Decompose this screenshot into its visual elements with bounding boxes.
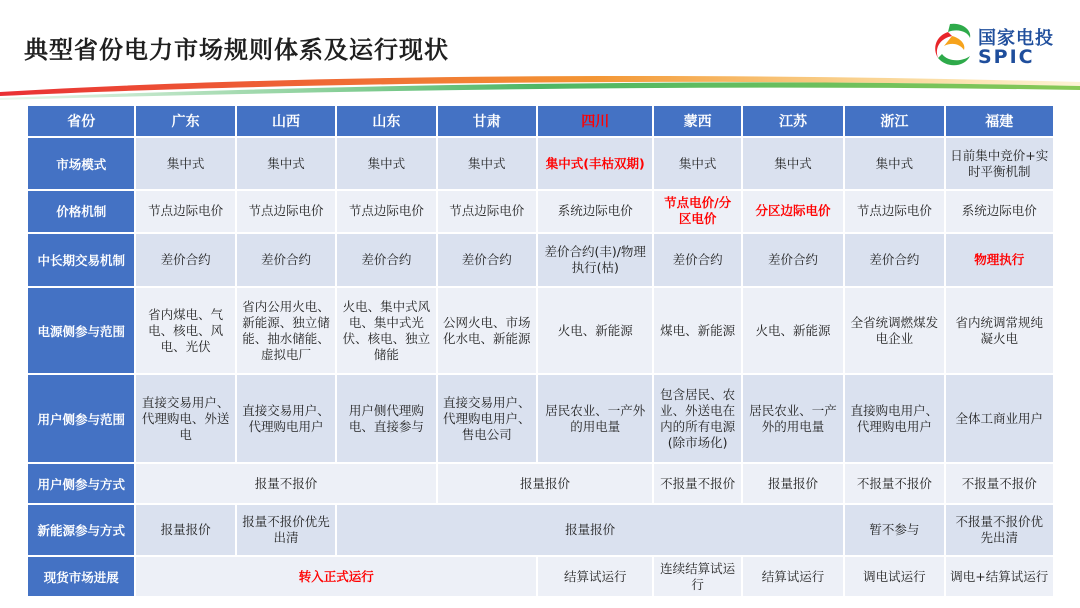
table-cell-highlight: 集中式(丰枯双期) <box>538 138 652 189</box>
page-title: 典型省份电力市场规则体系及运行现状 <box>24 36 449 64</box>
table-cell: 差价合约 <box>845 234 943 287</box>
header-shanxi: 山西 <box>237 106 335 136</box>
row-label-price-mechanism: 价格机制 <box>28 191 134 232</box>
table-cell: 连续结算试运行 <box>654 557 740 596</box>
table-cell: 差价合约 <box>337 234 435 287</box>
market-rules-table <box>26 104 1055 598</box>
table-cell: 差价合约 <box>438 234 536 287</box>
table-cell-highlight: 物理执行 <box>946 234 1053 287</box>
table-cell-highlight: 节点电价/分区电价 <box>654 191 740 232</box>
table-cell: 火电、新能源 <box>538 288 652 373</box>
table-cell: 直接交易用户、代理购电、外送电 <box>136 375 234 462</box>
row-label-generation-scope: 电源侧参与范围 <box>28 288 134 373</box>
table-cell: 火电、新能源 <box>743 288 843 373</box>
table-cell: 全省统调燃煤发电企业 <box>845 288 943 373</box>
table-cell: 不报量不报价 <box>845 464 943 502</box>
table-cell: 直接交易用户、代理购电用户 <box>237 375 335 462</box>
table-cell: 集中式 <box>845 138 943 189</box>
table-cell: 日前集中竞价+实时平衡机制 <box>946 138 1053 189</box>
table-cell: 结算试运行 <box>538 557 652 596</box>
table-cell: 集中式 <box>654 138 740 189</box>
header-guangdong: 广东 <box>136 106 234 136</box>
table-cell: 直接购电用户、代理购电用户 <box>845 375 943 462</box>
table-cell: 差价合约(丰)/物理执行(枯) <box>538 234 652 287</box>
table-cell-merged: 报量不报价 <box>136 464 435 502</box>
table-cell: 系统边际电价 <box>538 191 652 232</box>
table-cell-merged: 报量报价 <box>337 505 843 556</box>
table-cell: 居民农业、一产外的用电量 <box>538 375 652 462</box>
table-cell: 省内公用火电、新能源、独立储能、抽水储能、虚拟电厂 <box>237 288 335 373</box>
table-cell: 集中式 <box>337 138 435 189</box>
header-gansu: 甘肃 <box>438 106 536 136</box>
table-cell: 火电、集中式风电、集中式光伏、核电、独立储能 <box>337 288 435 373</box>
table-cell: 不报量不报价 <box>654 464 740 502</box>
table-cell: 结算试运行 <box>743 557 843 596</box>
row-label-spot-progress: 现货市场进展 <box>28 557 134 596</box>
header-shandong: 山东 <box>337 106 435 136</box>
table-cell: 节点边际电价 <box>237 191 335 232</box>
table-cell-merged: 报量报价 <box>438 464 653 502</box>
spic-logo <box>928 20 1068 72</box>
table-cell: 居民农业、一产外的用电量 <box>743 375 843 462</box>
logo-chinese-text: 国家电投 <box>978 28 1054 49</box>
row-label-renewable-mode: 新能源参与方式 <box>28 505 134 556</box>
spic-logo-icon <box>928 20 974 70</box>
table-cell: 报量不报价优先出清 <box>237 505 335 556</box>
table-cell: 煤电、新能源 <box>654 288 740 373</box>
table-cell: 报量报价 <box>136 505 234 556</box>
table-cell: 集中式 <box>237 138 335 189</box>
table-cell-highlight: 分区边际电价 <box>743 191 843 232</box>
header-jiangsu: 江苏 <box>743 106 843 136</box>
table-cell: 调电试运行 <box>845 557 943 596</box>
table-cell: 报量报价 <box>743 464 843 502</box>
table-cell: 差价合约 <box>743 234 843 287</box>
table-cell: 节点边际电价 <box>136 191 234 232</box>
table-cell: 集中式 <box>438 138 536 189</box>
table-cell: 省内煤电、气电、核电、风电、光伏 <box>136 288 234 373</box>
table-cell: 节点边际电价 <box>337 191 435 232</box>
row-label-user-mode: 用户侧参与方式 <box>28 464 134 502</box>
header-fujian: 福建 <box>946 106 1053 136</box>
table-cell: 集中式 <box>136 138 234 189</box>
table-cell: 差价合约 <box>136 234 234 287</box>
table-cell: 公网火电、市场化水电、新能源 <box>438 288 536 373</box>
header-swoosh-decoration <box>0 70 1080 100</box>
header-sichuan: 四川 <box>538 106 652 136</box>
table-cell: 省内统调常规纯凝火电 <box>946 288 1053 373</box>
row-label-mid-long-term: 中长期交易机制 <box>28 234 134 287</box>
table-cell: 节点边际电价 <box>845 191 943 232</box>
table-cell: 用户侧代理购电、直接参与 <box>337 375 435 462</box>
header-mengxi: 蒙西 <box>654 106 740 136</box>
row-label-market-mode: 市场模式 <box>28 138 134 189</box>
table-cell: 集中式 <box>743 138 843 189</box>
table-cell: 全体工商业用户 <box>946 375 1053 462</box>
table-cell: 不报量不报价优先出清 <box>946 505 1053 556</box>
table-cell: 暂不参与 <box>845 505 943 556</box>
header-zhejiang: 浙江 <box>845 106 943 136</box>
logo-english-text: SPIC <box>978 46 1035 68</box>
table-cell: 差价合约 <box>237 234 335 287</box>
table-cell-merged-highlight: 转入正式运行 <box>136 557 536 596</box>
table-cell: 包含居民、农业、外送电在内的所有电源(除市场化) <box>654 375 740 462</box>
header-corner-province: 省份 <box>28 106 134 136</box>
row-label-user-scope: 用户侧参与范围 <box>28 375 134 462</box>
table-cell: 直接交易用户、代理购电用户、售电公司 <box>438 375 536 462</box>
table-cell: 系统边际电价 <box>946 191 1053 232</box>
table-cell: 差价合约 <box>654 234 740 287</box>
table-cell: 节点边际电价 <box>438 191 536 232</box>
table-cell: 调电+结算试运行 <box>946 557 1053 596</box>
table-cell: 不报量不报价 <box>946 464 1053 502</box>
